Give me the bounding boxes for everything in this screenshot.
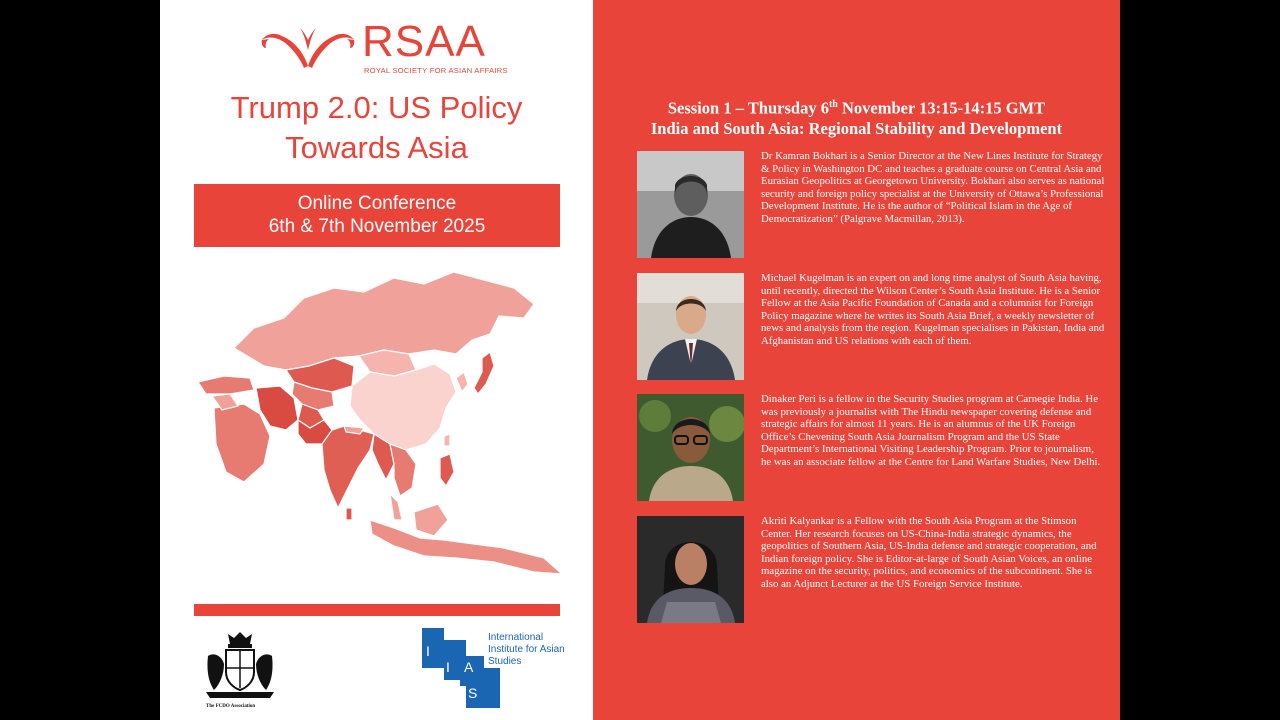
logo-wordmark: RSAA bbox=[362, 17, 486, 66]
event-title-line2: Towards Asia bbox=[285, 130, 468, 165]
event-title bbox=[160, 88, 593, 168]
map-region-arabia bbox=[214, 404, 270, 482]
speaker-bio: Akriti Kalyankar is a Fellow with the South Asia Program at the Stimson Center. Her research focuses on US-China-India strategic dynamics, the geopolitics of Southern Asia, US-India defense and strategic cooperation, and Indian foreign policy. She is Editor-at-large of South Asian Voices, an online magazine on the security, politics, and economics of the subcontinent. She is also an Adjunct Lecturer at the US Foreign Service Institute. bbox=[761, 515, 1097, 590]
map-region-indochina bbox=[390, 444, 416, 496]
map-region-korea bbox=[456, 372, 468, 392]
horns-icon bbox=[260, 20, 356, 70]
iias-letter-1: I bbox=[426, 643, 430, 659]
speaker-bio: Michael Kugelman is an expert on and long time analyst of South Asia having, until recently, directed the Wilson Center’s South Asia Institute. He is a Senior Fellow at the Asia Pacific Foundation of Canada and a columnist for Foreign Policy magazine where he writes its South Asia Brief, a weekly newsletter of news and analysis from the region. Kugelman specialises in Pakistan, India and Afghanistan and US relations with each of them. bbox=[761, 272, 1105, 347]
speaker-photo bbox=[637, 273, 744, 380]
conference-banner bbox=[194, 184, 560, 247]
iias-letter-2: I bbox=[446, 659, 450, 675]
map-region-turkey bbox=[198, 376, 254, 394]
right-panel bbox=[593, 0, 1120, 720]
session-heading bbox=[593, 95, 1120, 139]
speaker-photo bbox=[637, 394, 744, 501]
map-region-japan bbox=[474, 352, 494, 394]
map-region-india bbox=[322, 426, 374, 508]
iias-letter-3: A bbox=[464, 659, 474, 675]
rsaa-logo bbox=[260, 17, 508, 76]
map-region-philippines bbox=[440, 454, 454, 486]
speaker-bio: Dinaker Peri is a fellow in the Security Studies program at Carnegie India. He was previously a journalist with The Hindu newspaper covering defense and strategic affairs for almost 11 years. He is an alumnus of the UK Foreign Office’s Chevening South Asia Journalism Program and the US State Department’s International Visiting Leadership Program. Prior to journalism, he was an associate fellow at the Centre for Land Warfare Studies, New Delhi. bbox=[761, 393, 1101, 468]
divider-bar bbox=[194, 604, 560, 616]
logo-subtitle: ROYAL SOCIETY FOR ASIAN AFFAIRS bbox=[364, 66, 508, 75]
fcdo-crest-logo bbox=[200, 626, 280, 716]
fcdo-label: The FCDO Association bbox=[206, 704, 256, 709]
conference-dates: 6th & 7th November 2025 bbox=[268, 216, 486, 237]
map-region-malaya bbox=[390, 494, 402, 520]
map-region-indonesia bbox=[370, 520, 562, 574]
speaker-photo bbox=[637, 516, 744, 623]
map-region-taiwan bbox=[444, 434, 450, 446]
session-topic: India and South Asia: Regional Stability and Development bbox=[650, 118, 1063, 138]
map-region-sri-lanka bbox=[346, 508, 352, 520]
event-title-line1: Trump 2.0: US Policy bbox=[230, 90, 523, 125]
speaker-photo bbox=[637, 151, 744, 258]
iias-letter-4: S bbox=[468, 685, 478, 701]
asia-map bbox=[194, 258, 564, 588]
conference-format: Online Conference bbox=[297, 193, 457, 214]
speaker-bio: Dr Kamran Bokhari is a Senior Director at the New Lines Institute for Strategy & Policy in Washington DC and teaches a graduate course on Central Asia and Eurasian Geopolitics at Georgetown University. Bokhari also serves as national security and foreign policy specialist at the University of Ottawa’s Professional Development Institute. He is the author of “Political Islam in the Age of Democratization” (Palgrave Macmillan, 2013). bbox=[761, 150, 1105, 225]
left-panel bbox=[160, 0, 593, 720]
session-time: Session 1 – Thursday 6th November 13:15-14:15 GMT bbox=[667, 98, 1046, 118]
iias-name: International Institute for Asian Studies bbox=[488, 632, 565, 667]
map-region-borneo bbox=[414, 504, 448, 536]
